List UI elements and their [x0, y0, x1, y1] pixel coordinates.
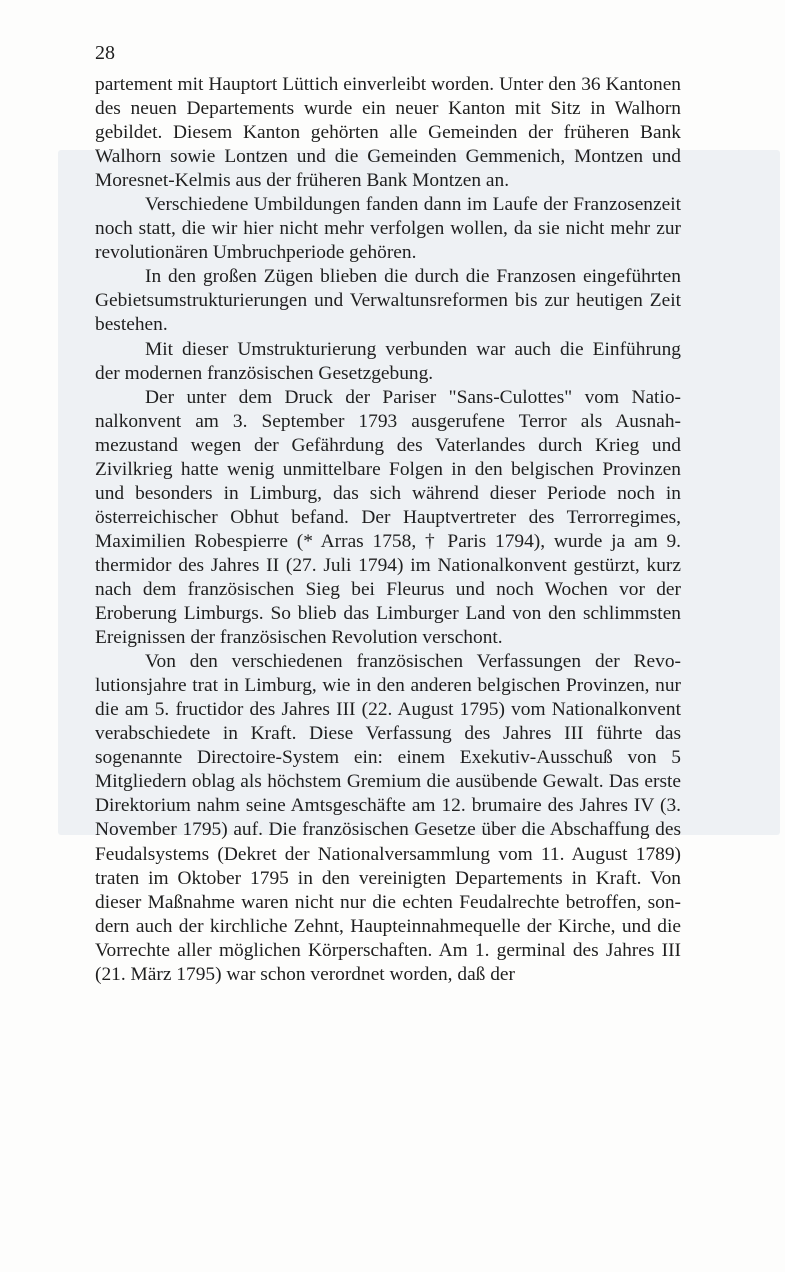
body-text [95, 73, 681, 987]
paragraph: Mit dieser Umstrukturierung verbunden war auch die Einführung der modernen französischen Gesetzgebung. [95, 338, 681, 384]
page-number: 28 [95, 42, 115, 64]
paragraph: partement mit Hauptort Lüttich einverleibt worden. Unter den 36 Kantonen des neuen Departements wurde ein neuer Kanton mit Sitz in Walhorn gebildet. Diesem Kanton gehörten alle Gemeinden der früheren Bank Walhorn sowie Lontzen und die Gemeinden Gemmenich, Montzen und Moresnet-Kelmis aus der früheren Bank Montzen an. [95, 74, 681, 192]
paragraph: Von den verschiedenen französischen Verfassungen der Revolutionsjahre trat in Limburg, wie in den anderen belgischen Provinzen, nur die am 5. fructidor des Jahres III (22. August 1795) vom Nationalkonvent verabschiedete in Kraft. Diese Verfassung des Jahres III führte das sogenannte Directoire-System ein: einem Exekutiv-Ausschuß von 5 Mitgliedern oblag als höchstem Gremium die ausübende Gewalt. Das erste Direktorium nahm seine Amtsgeschäfte am 12. brumaire des Jahres IV (3. November 1795) auf. Die französischen Gesetze über die Abschaffung des Feudalsystems (Dekret der Nationalversammlung vom 11. August 1789) traten im Oktober 1795 in den vereinigten Departements in Kraft. Von dieser Maßnahme waren nicht nur die echten Feudalrechte betroffen, sondern auch der kirchliche Zehnt, Haupteinnahmequelle der Kirche, und die Vorrechte aller möglichen Körperschaften. Am 1. germinal des Jahres III (21. März 1795) war schon verordnet worden, daß der [95, 651, 681, 985]
paragraph: Verschiedene Umbildungen fanden dann im Laufe der Franzosenzeit noch statt, die wir hier nicht mehr verfolgen wollen, da sie nicht mehr zur revolutionären Umbruchperiode gehören. [95, 194, 681, 264]
paragraph: In den großen Zügen blieben die durch die Franzosen eingeführten Gebietsumstrukturierungen und Verwaltunsreformen bis zur heutigen Zeit bestehen. [95, 266, 681, 336]
paragraph: Der unter dem Druck der Pariser "Sans-Culottes" vom Nationalkonvent am 3. September 1793 ausgerufene Terror als Ausnahmezustand wegen der Gefährdung des Vaterlandes durch Krieg und Zivilkrieg hatte wenig unmittelbare Folgen in den belgischen Provinzen und besonders in Limburg, das sich während dieser Periode noch in österreichischer Obhut befand. Der Hauptvertreter des Terrorregimes, Maximilien Robespierre (* Arras 1758, † Paris 1794), wurde ja am 9. thermidor des Jahres II (27. Juli 1794) im Nationalkonvent gestürzt, kurz nach dem französischen Sieg bei Fleurus und noch Wochen vor der Eroberung Limburgs. So blieb das Limburger Land von den schlimmsten Ereignissen der französischen Revolution verschont. [95, 386, 681, 649]
